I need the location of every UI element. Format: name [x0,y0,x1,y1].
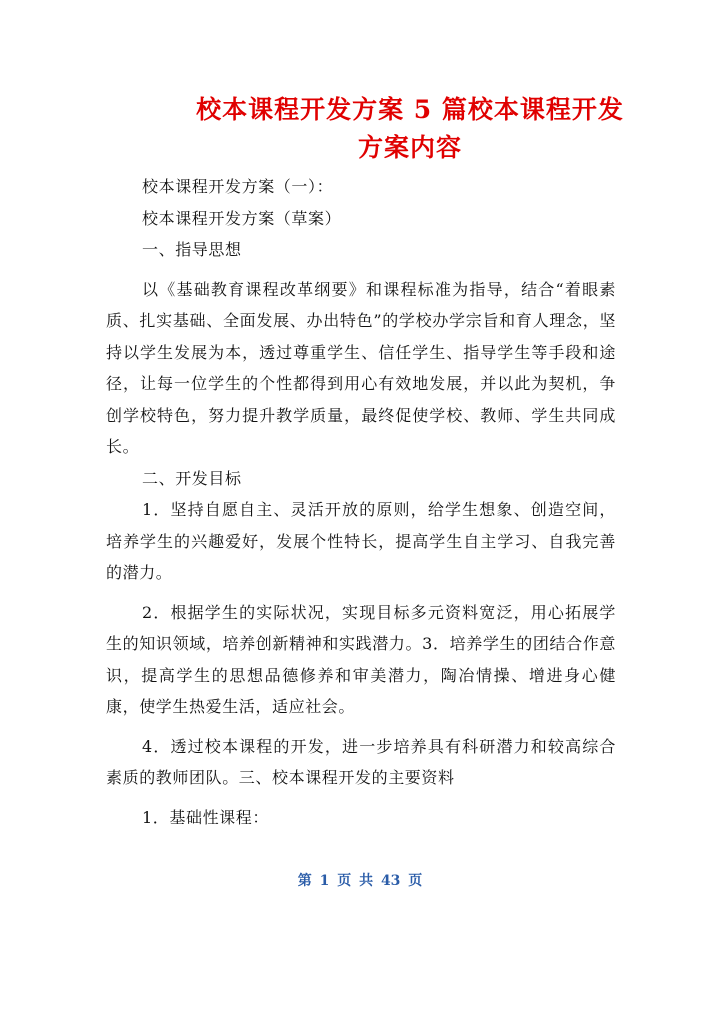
title-line-2: 方案内容 [357,133,462,162]
paragraph-basic-course: 1．基础性课程： [142,807,269,827]
paragraph-goal-1: 1．坚持自愿自主、灵活开放的原则，给学生想象、创造空间，培养学生的兴趣爱好，发展个性特长，提高学生自主学习、自我完善的潜力。 [106,500,616,582]
title-line-1: 校本课程开发方案 5 篇校本课程开发 [196,95,624,124]
section-heading-2: 二、开发目标 [142,468,242,488]
document-body [106,171,616,833]
subtitle-2: 校本课程开发方案（草案） [142,208,342,228]
paragraph-goal-2-3: 2．根据学生的实际状况，实现目标多元资料宽泛，用心拓展学生的知识领域，培养创新精神和实践潜力。3．培养学生的团结合作意识，提高学生的思想品德修养和审美潜力，陶冶情操、增进身心健康，使学生热爱生活，适应社会。 [106,602,616,716]
paragraph-guiding-thought: 以《基础教育课程改革纲要》和课程标准为指导，结合“着眼素质、扎实基础、全面发展、办出特色”的学校办学宗旨和育人理念，坚持以学生发展为本，透过尊重学生、信任学生、指导学生等手段和途径，让每一位学生的个性都得到用心有效地发展，并以此为契机，争创学校特色，努力提升教学质量，最终促使学校、教师、学生共同成长。 [106,279,616,456]
document-title [190,91,630,167]
paragraph-goal-4: 4．透过校本课程的开发，进一步培养具有科研潜力和较高综合素质的教师团队。三、校本课程开发的主要资料 [106,736,616,787]
subtitle-1: 校本课程开发方案（一）： [142,177,334,196]
section-heading-1: 一、指导思想 [142,240,242,259]
page-footer: 第 1 页 共 43 页 [297,873,423,889]
